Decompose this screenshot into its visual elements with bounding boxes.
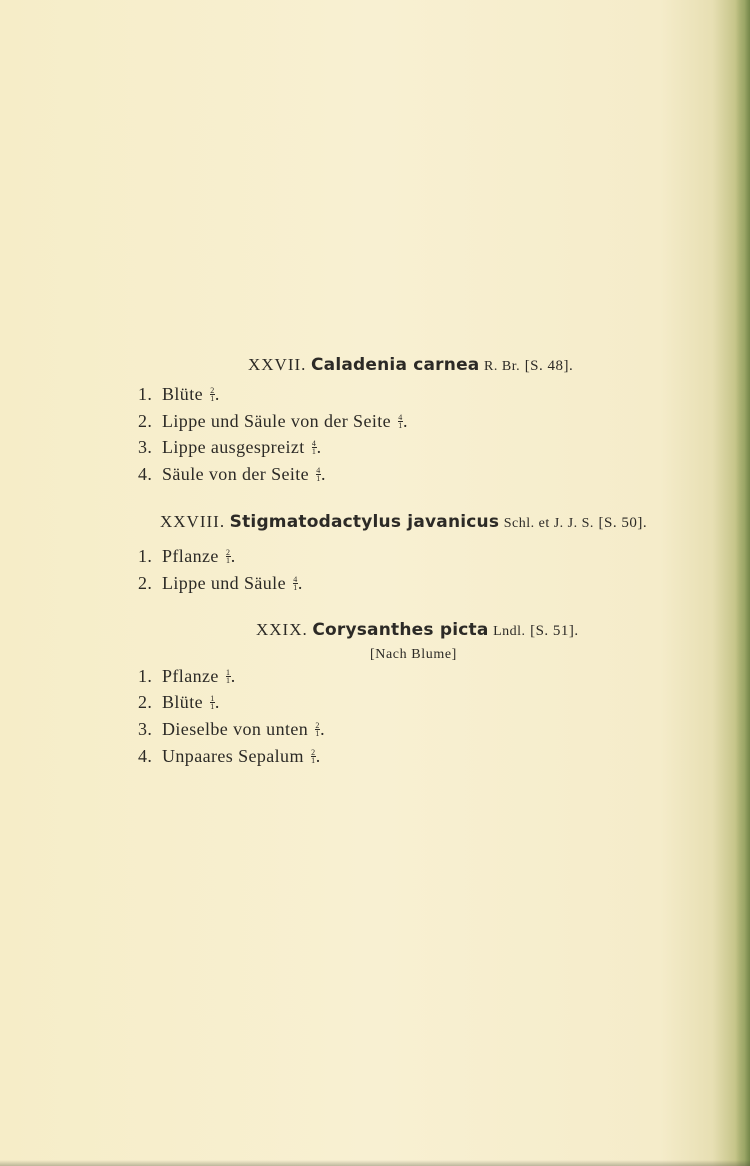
species-author: R. Br. — [484, 359, 521, 374]
section-heading-xxix — [256, 620, 579, 640]
magnification-fraction: $\frac{1}{1}$ — [210, 694, 215, 712]
list-item: 2. Blüte $\frac{1}{1}$ . — [138, 692, 220, 712]
species-name: Caladenia carnea — [310, 355, 480, 375]
magnification-fraction: $\frac{2}{1}$ — [311, 748, 316, 766]
page-bottom-shadow — [0, 1160, 750, 1166]
section-heading-xxvii — [248, 355, 573, 375]
plate-numeral: XXVIII. — [160, 512, 226, 531]
magnification-fraction: $\frac{4}{1}$ — [311, 439, 317, 457]
magnification-fraction: $\frac{2}{1}$ — [225, 548, 231, 566]
list-item: 2. Lippe und Säule $\frac{4}{1}$ . — [138, 573, 303, 593]
species-author: Schl. et J. J. S. — [503, 516, 594, 531]
page-reference: [S. 50]. — [598, 515, 648, 531]
list-item: 4. Säule von der Seite $\frac{4}{1}$ . — [138, 464, 326, 484]
list-item: 3. Lippe ausgespreizt $\frac{4}{1}$ . — [138, 437, 322, 457]
list-item: 4. Unpaares Sepalum $\frac{2}{1}$ . — [138, 746, 321, 766]
source-note: [Nach Blume] — [370, 647, 457, 662]
magnification-fraction: $\frac{4}{1}$ — [316, 466, 321, 484]
plate-numeral: XXVII. — [248, 355, 307, 374]
page-reference: [S. 48]. — [524, 358, 574, 374]
list-item: 1. Blüte $\frac{2}{1}$ . — [138, 384, 220, 404]
magnification-fraction: $\frac{4}{1}$ — [398, 413, 403, 431]
species-author: Lndl. — [493, 624, 526, 639]
list-item: 2. Lippe und Säule von der Seite $\frac{4}{1}$ . — [138, 411, 408, 431]
section-heading-xxviii — [160, 512, 647, 532]
magnification-fraction: $\frac{4}{1}$ — [293, 575, 298, 593]
magnification-fraction: $\frac{2}{1}$ — [210, 386, 215, 404]
magnification-fraction: $\frac{1}{1}$ — [225, 668, 231, 686]
plate-numeral: XXIX. — [256, 620, 308, 639]
list-item: 3. Dieselbe von unten $\frac{2}{1}$ . — [138, 719, 325, 739]
species-name: Stigmatodactylus javanicus — [229, 512, 500, 532]
list-item: 1. Pflanze $\frac{1}{1}$ . — [138, 666, 236, 686]
species-name: Corysanthes picta — [312, 620, 489, 640]
list-item: 1. Pflanze $\frac{2}{1}$ . — [138, 546, 236, 566]
page-edge-shadow — [736, 0, 750, 1166]
magnification-fraction: $\frac{2}{1}$ — [315, 721, 320, 739]
page-reference: [S. 51]. — [530, 623, 579, 639]
